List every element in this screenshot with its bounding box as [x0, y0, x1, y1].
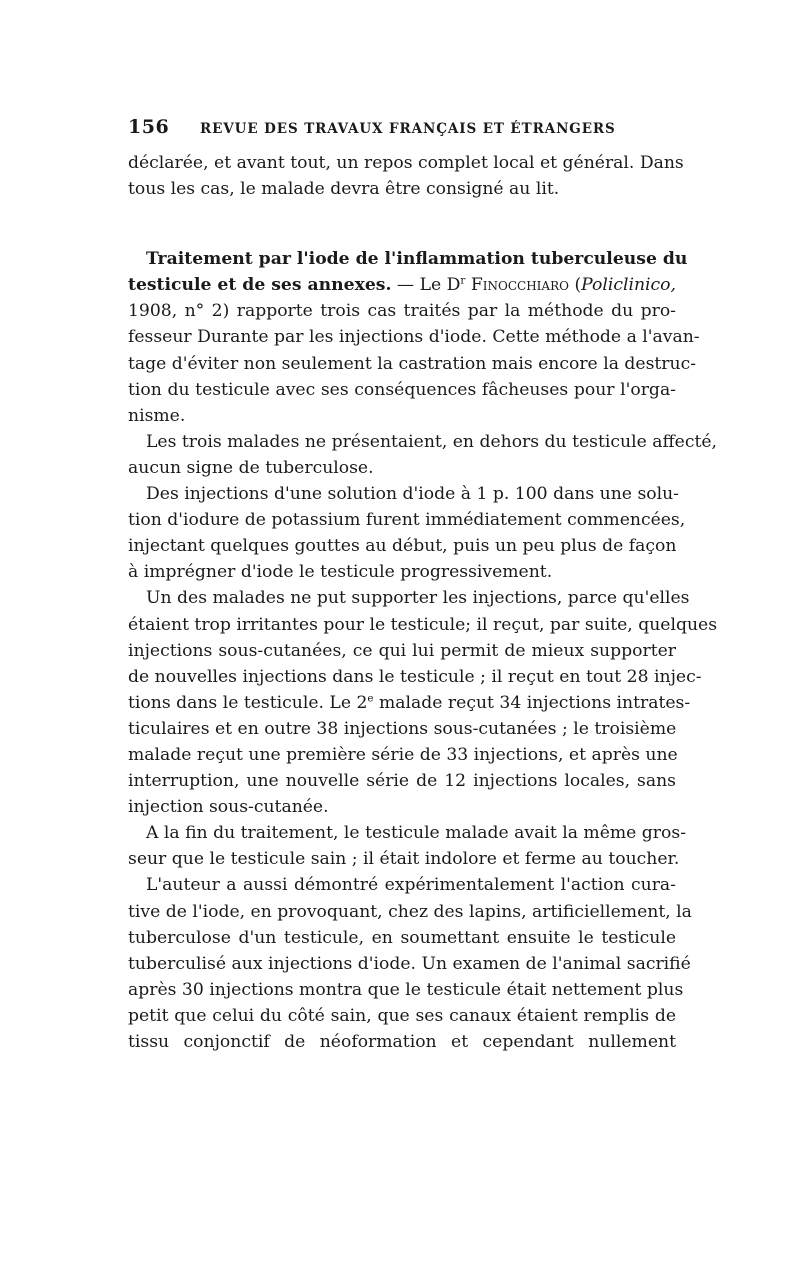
- text-line: [128, 690, 691, 716]
- text-line: nisme.: [128, 405, 186, 426]
- section-heading-cont: testicule et de ses annexes.: [128, 275, 392, 296]
- running-head: REVUE DES TRAVAUX FRANÇAIS ET ÉTRANGERS: [200, 121, 616, 137]
- text-line: petit que celui du côté sain, que ses canaux étaient remplis de: [128, 1005, 676, 1026]
- text-line: étaient trop irritantes pour le testicule; il reçut, par suite, quelques: [128, 614, 718, 635]
- author-prefix: Le D: [419, 275, 461, 296]
- text-line: fesseur Durante par les injections d'iode. Cette méthode a l'avan-: [128, 327, 700, 348]
- text-line: à imprégner d'iode le testicule progressivement.: [128, 562, 553, 583]
- text-fragment: malade reçut 34 injections intrates-: [379, 692, 691, 713]
- text-line: Un des malades ne put supporter les injections, parce qu'elles: [146, 588, 690, 609]
- author-prefix-sup: r: [460, 274, 466, 287]
- author-name: Finocchiaro: [470, 275, 569, 296]
- text-line: après 30 injections montra que le testicule était nettement plus: [128, 979, 684, 1000]
- text-line: injectant quelques gouttes au début, puis un peu plus de façon: [128, 536, 677, 557]
- text-line: tous les cas, le malade devra être consigné au lit.: [128, 179, 560, 200]
- text-line: tissu conjonctif de néoformation et cependant nullement: [128, 1032, 676, 1052]
- text-line: 1908, n° 2) rapporte trois cas traités par la méthode du pro-: [128, 301, 676, 322]
- text-line: Des injections d'une solution d'iode à 1 p. 100 dans une solu-: [146, 484, 679, 505]
- page-header: [128, 116, 676, 142]
- text-line: tion d'iodure de potassium furent immédiatement commencées,: [128, 510, 686, 531]
- text-line: de nouvelles injections dans le testicule ; il reçut en tout 28 injec-: [128, 666, 702, 687]
- text-line: ticulaires et en outre 38 injections sous-cutanées ; le troisième: [128, 718, 677, 739]
- text-line: tion du testicule avec ses conséquences fâcheuses pour l'orga-: [128, 379, 676, 400]
- text-line: tage d'éviter non seulement la castration mais encore la destruc-: [128, 353, 697, 374]
- section-heading: Traitement par l'iode de l'inflammation tuberculeuse du: [146, 249, 688, 270]
- text-line: testicule et de ses annexes. — Le $D^r$ Finocchiaro (Policlinico,: [128, 274, 676, 296]
- text-line: malade reçut une première série de 33 injections, et après une: [128, 744, 678, 765]
- text-line: L'auteur a aussi démontré expérimentalement l'action cura-: [146, 875, 676, 896]
- text-line: interruption, une nouvelle série de 12 injections locales, sans: [128, 771, 676, 792]
- text-line: aucun signe de tuberculose.: [128, 457, 374, 478]
- text-fragment: tions dans le testicule. Le 2: [128, 692, 368, 713]
- text-line: tuberculisé aux injections d'iode. Un examen de l'animal sacrifié: [128, 953, 691, 974]
- body-text: [128, 150, 718, 1055]
- text-line: tive de l'iode, en provoquant, chez des lapins, artificiellement, la: [128, 901, 692, 922]
- text-line: injection sous-cutanée.: [128, 797, 329, 818]
- text-line: déclarée, et avant tout, un repos complet local et général. Dans: [128, 153, 684, 173]
- text-line: A la fin du traitement, le testicule malade avait la même gros-: [146, 823, 686, 844]
- journal-name: Policlinico,: [581, 275, 676, 296]
- page-number: 156: [128, 116, 170, 138]
- ordinal-sup: e: [367, 692, 374, 705]
- text-line: seur que le testicule sain ; il était indolore et ferme au toucher.: [128, 849, 680, 870]
- text-line: tuberculose d'un testicule, en soumettant ensuite le testicule: [128, 927, 676, 948]
- section-gap: [128, 202, 676, 246]
- text-line: Les trois malades ne présentaient, en dehors du testicule affecté,: [146, 431, 718, 452]
- text-line: injections sous-cutanées, ce qui lui permit de mieux supporter: [128, 640, 676, 661]
